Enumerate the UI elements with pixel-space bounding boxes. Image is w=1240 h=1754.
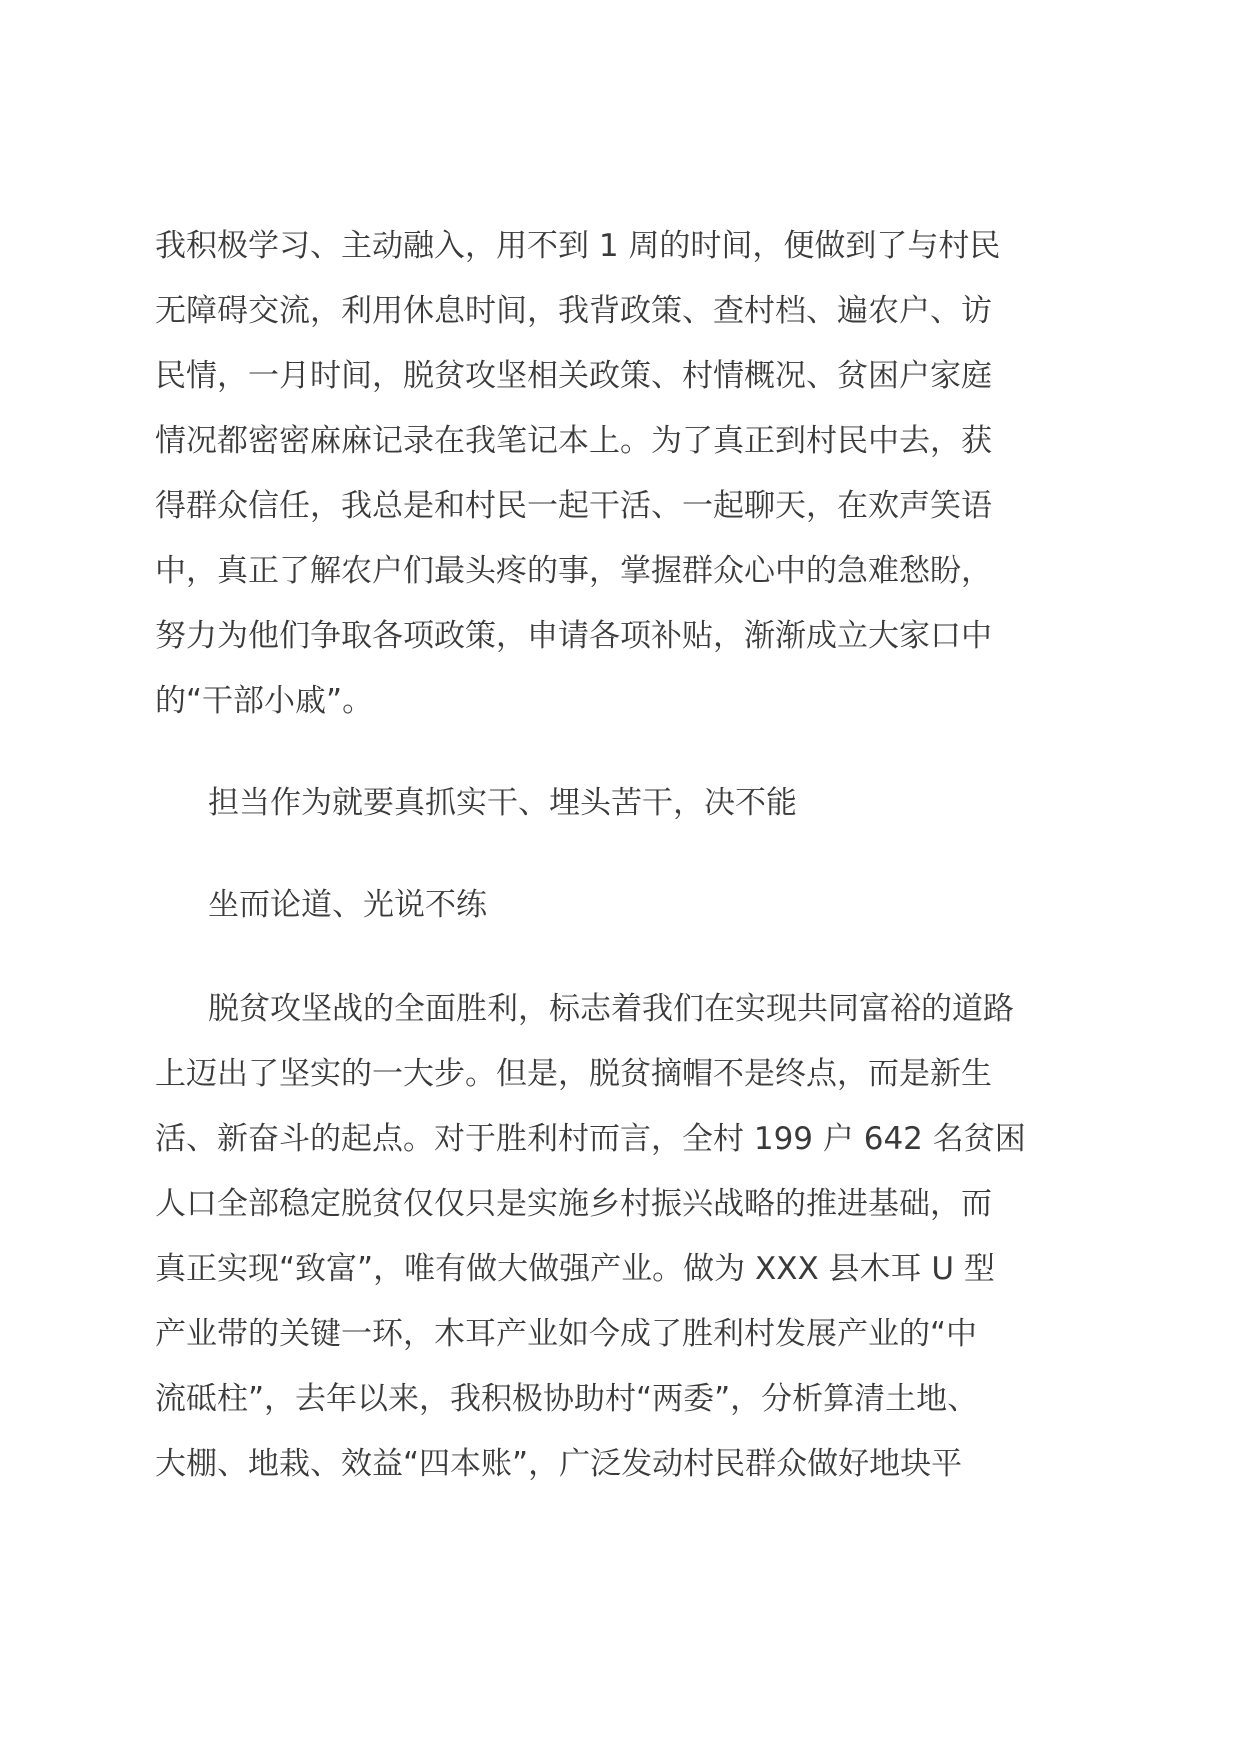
paragraph-1-line-4: 情况都密密麻麻记录在我笔记本上。为了真正到村民中去，获 bbox=[155, 423, 992, 459]
section-heading-line-2: 坐而论道、光说不练 bbox=[208, 887, 487, 923]
paragraph-2-line-3: 活、新奋斗的起点。对于胜利村而言，全村 199 户 642 名贫困 bbox=[155, 1121, 1026, 1157]
paragraph-2-line-4: 人口全部稳定脱贫仅仅只是实施乡村振兴战略的推进基础，而 bbox=[155, 1186, 992, 1222]
paragraph-2-line-2: 上迈出了坚实的一大步。但是，脱贫摘帽不是终点，而是新生 bbox=[155, 1056, 992, 1092]
paragraph-1-line-3: 民情，一月时间，脱贫攻坚相关政策、村情概况、贫困户家庭 bbox=[155, 358, 992, 394]
paragraph-2-line-8: 大棚、地栽、效益“四本账”，广泛发动村民群众做好地块平 bbox=[155, 1446, 963, 1482]
paragraph-2-line-7: 流砥柱”，去年以来，我积极协助村“两委”，分析算清土地、 bbox=[155, 1381, 979, 1417]
paragraph-1-line-2: 无障碍交流，利用休息时间，我背政策、查村档、遍农户、访 bbox=[155, 293, 992, 329]
paragraph-1-line-6: 中，真正了解农户们最头疼的事，掌握群众心中的急难愁盼， bbox=[155, 553, 992, 589]
section-heading-line-1: 担当作为就要真抓实干、埋头苦干，决不能 bbox=[208, 785, 797, 821]
paragraph-1-line-5: 得群众信任，我总是和村民一起干活、一起聊天，在欢声笑语 bbox=[155, 488, 992, 524]
paragraph-2-line-5: 真正实现“致富”，唯有做大做强产业。做为 XXX 县木耳 U 型 bbox=[155, 1251, 995, 1287]
paragraph-2-line-6: 产业带的关键一环，木耳产业如今成了胜利村发展产业的“中 bbox=[155, 1316, 978, 1352]
paragraph-1-line-8: 的“干部小戚”。 bbox=[155, 683, 374, 719]
paragraph-1-line-1: 我积极学习、主动融入，用不到 1 周的时间，便做到了与村民 bbox=[155, 228, 1001, 264]
paragraph-2-line-1: 脱贫攻坚战的全面胜利，标志着我们在实现共同富裕的道路 bbox=[208, 991, 1014, 1027]
paragraph-1-line-7: 努力为他们争取各项政策，申请各项补贴，渐渐成立大家口中 bbox=[155, 618, 992, 654]
